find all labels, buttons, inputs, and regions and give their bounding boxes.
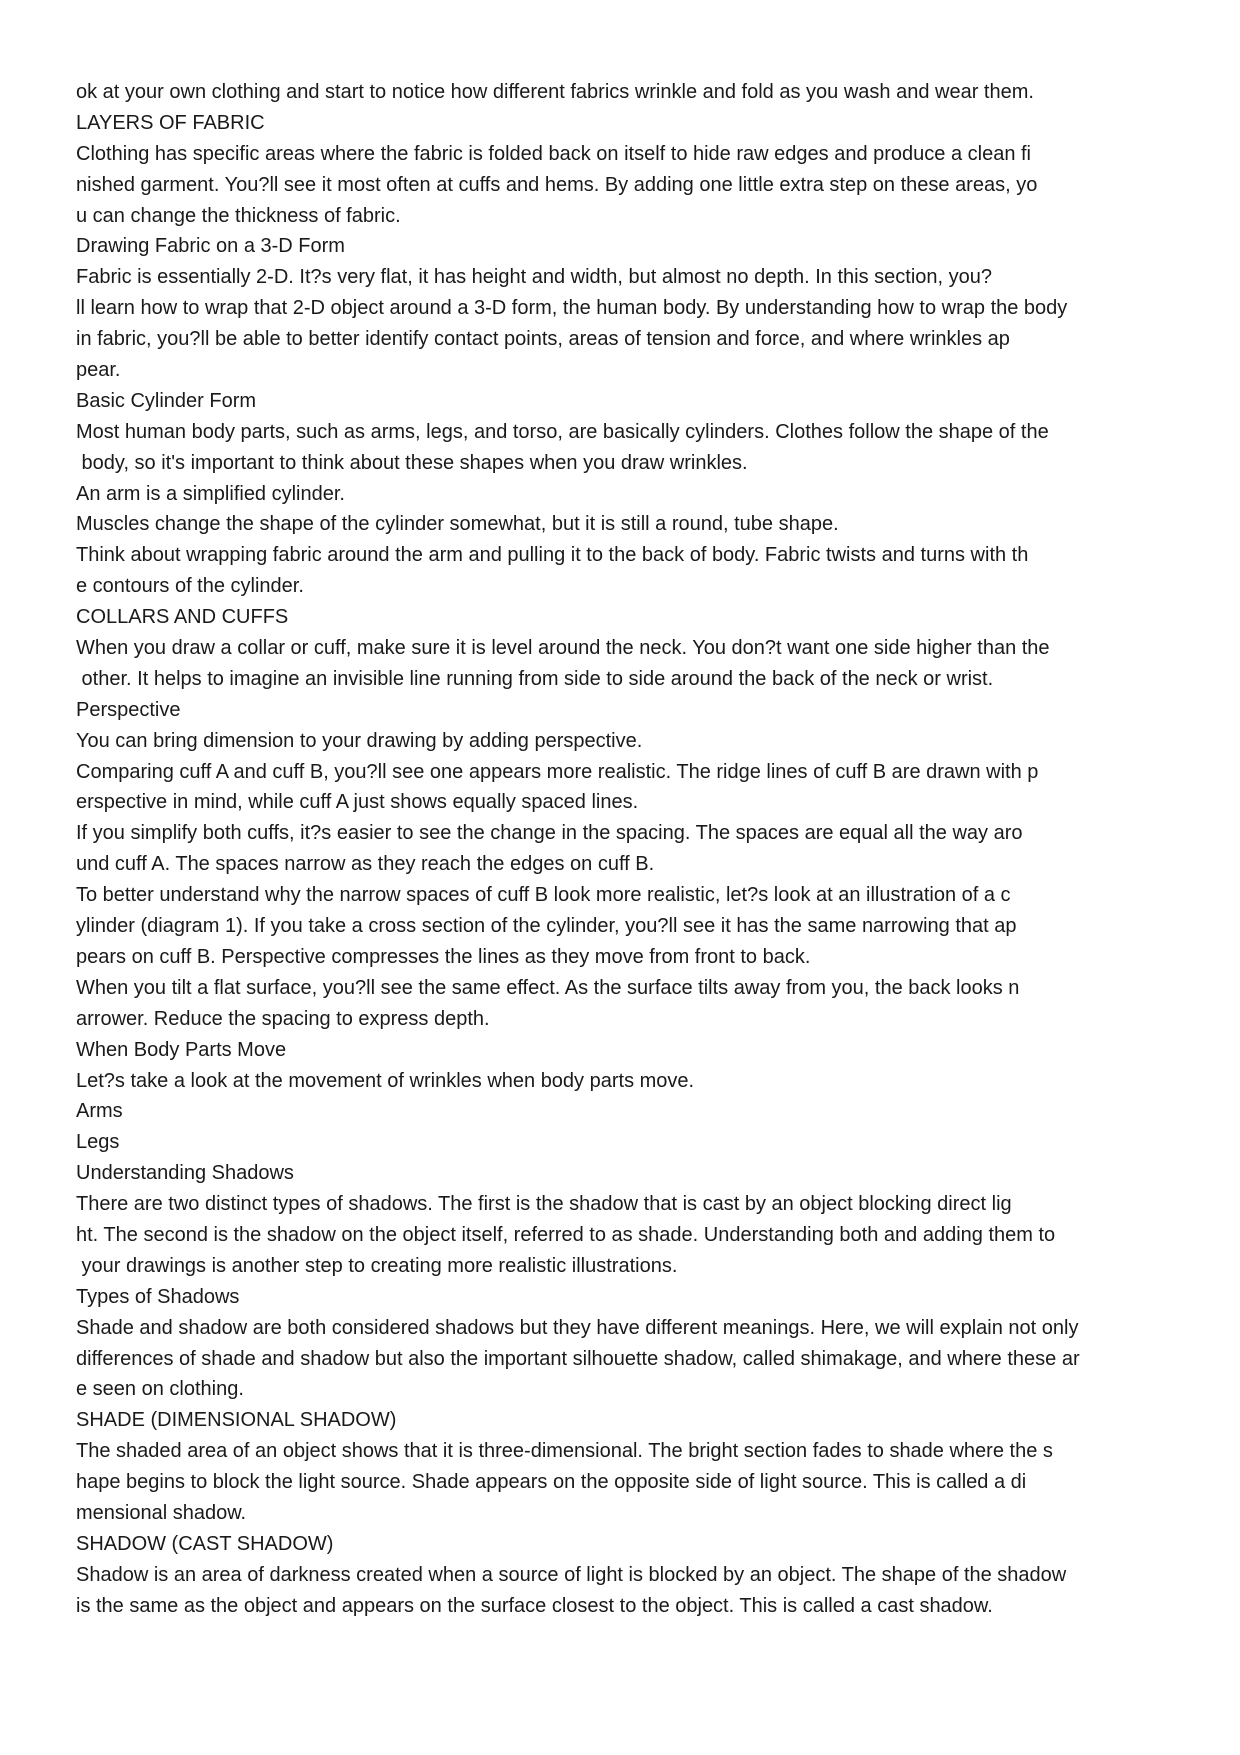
text-line: other. It helps to imagine an invisible line running from side to side around the back of the neck or wrist. (76, 667, 994, 690)
text-line: e seen on clothing. (76, 1378, 244, 1401)
text-line: To better understand why the narrow spaces of cuff B look more realistic, let?s look at an illustration of a c (76, 884, 1011, 907)
text-line: When you draw a collar or cuff, make sure it is level around the neck. You don?t want one side higher than the (76, 637, 1050, 660)
text-line: differences of shade and shadow but also the important silhouette shadow, called shimakage, and where these ar (76, 1347, 1080, 1370)
text-line: There are two distinct types of shadows. The first is the shadow that is cast by an object blocking direct lig (76, 1193, 1012, 1216)
text-line: COLLARS AND CUFFS (76, 606, 289, 629)
text-line: Understanding Shadows (76, 1162, 294, 1185)
text-line: Think about wrapping fabric around the arm and pulling it to the back of body. Fabric twists and turns with th (76, 544, 1029, 567)
text-line: pear. (76, 359, 121, 382)
text-line: Fabric is essentially 2-D. It?s very flat, it has height and width, but almost no depth. In this section, you? (76, 266, 993, 289)
text-line: ok at your own clothing and start to notice how different fabrics wrinkle and fold as you wash and wear them. (76, 81, 1034, 103)
text-line: Types of Shadows (76, 1285, 240, 1308)
text-line: The shaded area of an object shows that it is three-dimensional. The bright section fades to shade where the s (76, 1440, 1053, 1463)
text-line: Comparing cuff A and cuff B, you?ll see one appears more realistic. The ridge lines of cuff B are drawn with p (76, 760, 1039, 783)
text-line: e contours of the cylinder. (76, 575, 304, 598)
text-line: Shade and shadow are both considered shadows but they have different meanings. Here, we will explain not only (76, 1316, 1079, 1339)
text-line: An arm is a simplified cylinder. (76, 482, 345, 505)
text-line: SHADE (DIMENSIONAL SHADOW) (76, 1409, 397, 1432)
text-line: body, so it's important to think about these shapes when you draw wrinkles. (76, 451, 748, 474)
text-line: Arms (76, 1100, 123, 1123)
text-line: When Body Parts Move (76, 1038, 287, 1061)
text-line: SHADOW (CAST SHADOW) (76, 1532, 334, 1555)
text-line: If you simplify both cuffs, it?s easier to see the change in the spacing. The spaces are equal all the way aro (76, 822, 1023, 845)
text-line: u can change the thickness of fabric. (76, 204, 401, 227)
text-line: LAYERS OF FABRIC (76, 111, 265, 134)
text-line: in fabric, you?ll be able to better identify contact points, areas of tension and force, and where wrinkles ap (76, 328, 1010, 351)
text-line: Basic Cylinder Form (76, 389, 257, 412)
text-line: arrower. Reduce the spacing to express depth. (76, 1007, 490, 1030)
document-page (76, 77, 1186, 1622)
text-line: erspective in mind, while cuff A just shows equally spaced lines. (76, 791, 639, 814)
text-line: ll learn how to wrap that 2-D object around a 3-D form, the human body. By understanding how to wrap the body (76, 297, 1068, 320)
text-line: Most human body parts, such as arms, legs, and torso, are basically cylinders. Clothes follow the shape of the (76, 420, 1049, 443)
text-line: Drawing Fabric on a 3-D Form (76, 235, 345, 258)
text-line: nished garment. You?ll see it most often at cuffs and hems. By adding one little extra step on these areas, yo (76, 173, 1038, 196)
text-line: pears on cuff B. Perspective compresses the lines as they move from front to back. (76, 945, 811, 968)
text-line: mensional shadow. (76, 1501, 247, 1524)
text-line: Legs (76, 1131, 120, 1154)
text-line: You can bring dimension to your drawing by adding perspective. (76, 729, 643, 752)
text-line: Muscles change the shape of the cylinder somewhat, but it is still a round, tube shape. (76, 513, 839, 536)
text-line: und cuff A. The spaces narrow as they reach the edges on cuff B. (76, 853, 655, 876)
text-line: is the same as the object and appears on the surface closest to the object. This is called a cast shadow. (76, 1594, 993, 1617)
text-line: your drawings is another step to creating more realistic illustrations. (76, 1254, 678, 1277)
text-line: Perspective (76, 698, 181, 721)
text-line: Clothing has specific areas where the fabric is folded back on itself to hide raw edges and produce a clean fi (76, 142, 1031, 165)
text-line: ht. The second is the shadow on the object itself, referred to as shade. Understanding both and adding them to (76, 1223, 1056, 1246)
text-line: ylinder (diagram 1). If you take a cross section of the cylinder, you?ll see it has the same narrowing that ap (76, 915, 1017, 938)
text-line: Let?s take a look at the movement of wrinkles when body parts move. (76, 1069, 695, 1092)
text-line: Shadow is an area of darkness created when a source of light is blocked by an object. The shape of the shadow (76, 1563, 1067, 1586)
text-line: hape begins to block the light source. Shade appears on the opposite side of light source. This is called a di (76, 1471, 1027, 1494)
text-line: When you tilt a flat surface, you?ll see the same effect. As the surface tilts away from you, the back looks n (76, 976, 1020, 999)
